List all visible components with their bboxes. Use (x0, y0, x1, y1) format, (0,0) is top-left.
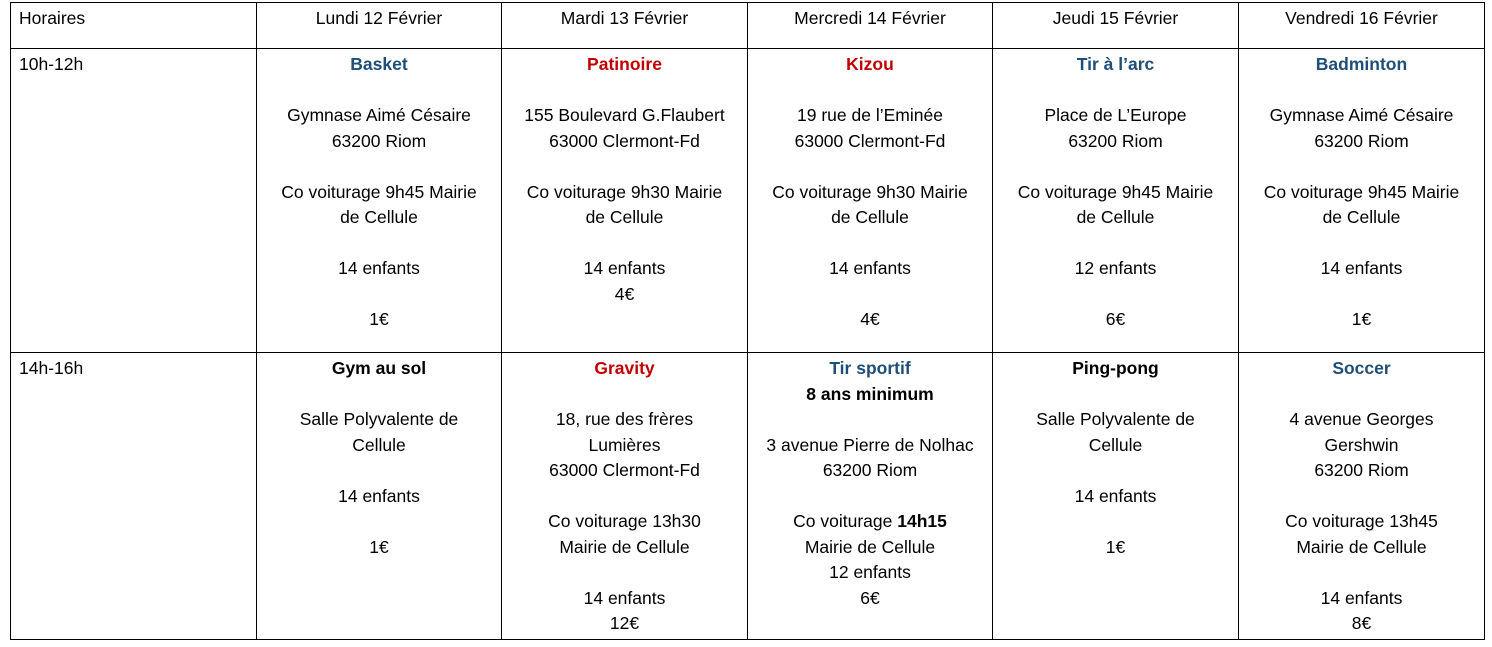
carpool-label: Co voiturage (793, 511, 898, 531)
children-count: 12 enfants (829, 562, 911, 582)
carpool-info: de Cellule (831, 207, 909, 227)
header-row (11, 3, 1485, 49)
activity-price: 1€ (1351, 309, 1372, 329)
children-count: 14 enfants (829, 258, 911, 278)
children-count: 14 enfants (338, 258, 420, 278)
activity-title: Basket (350, 54, 408, 74)
activity-cell-fri-afternoon (1239, 353, 1485, 640)
activity-price: 4€ (614, 283, 635, 304)
carpool-info: de Cellule (340, 207, 418, 227)
carpool-info: Mairie de Cellule (1296, 536, 1427, 557)
activity-address-line: Gymnase Aimé Césaire (1269, 105, 1454, 125)
activity-title: Ping-pong (1072, 358, 1159, 378)
afternoon-row (11, 353, 1485, 640)
activity-cell-thu-morning (993, 49, 1239, 353)
activity-address-line: 155 Boulevard G.Flaubert (524, 105, 725, 125)
activity-price: 4€ (860, 309, 880, 329)
activity-price: 12€ (609, 613, 640, 633)
activity-cell-mon-afternoon (257, 353, 502, 640)
activity-cell-wed-morning (748, 49, 993, 353)
activity-cell-tue-morning (502, 49, 748, 353)
activity-address-line: Cellule (352, 434, 406, 455)
activity-address-line: Lumières (588, 434, 661, 455)
schedule-table (10, 2, 1485, 640)
activity-age-requirement: 8 ans minimum (806, 383, 934, 404)
header-day-wednesday: Mercredi 14 Février (748, 3, 993, 49)
carpool-info: de Cellule (1076, 207, 1155, 227)
carpool-info: Co voiturage 9h30 Mairie (526, 181, 723, 202)
activity-title: Kizou (846, 54, 894, 74)
activity-address-line: 63000 Clermont-Fd (794, 130, 946, 151)
children-count: 14 enfants (583, 587, 666, 608)
carpool-info (756, 509, 984, 535)
activity-address-line: 19 rue de l’Eminée (797, 105, 943, 125)
activity-title: Tir sportif (829, 358, 911, 378)
morning-row (11, 49, 1485, 353)
children-count: 14 enfants (1074, 485, 1157, 506)
children-count: 14 enfants (583, 258, 666, 278)
carpool-info: Co voiturage 13h30 (548, 511, 701, 531)
carpool-info: Mairie de Cellule (559, 536, 690, 557)
header-day-tuesday: Mardi 13 Février (502, 3, 748, 49)
activity-address-line: Gershwin (1324, 434, 1399, 455)
activity-address-line: 63200 Riom (1314, 130, 1409, 151)
activity-title: Gravity (594, 358, 655, 378)
activity-address-line: 63000 Clermont-Fd (549, 130, 700, 151)
carpool-info: Co voiturage 9h45 Mairie (1263, 181, 1460, 202)
activity-price: 6€ (1105, 309, 1126, 329)
activity-address-line: 63000 Clermont-Fd (549, 460, 700, 480)
activity-address-line: Salle Polyvalente de (1036, 409, 1195, 429)
activity-address-line: 4 avenue Georges (1289, 409, 1434, 429)
activity-address-line: Gymnase Aimé Césaire (287, 105, 471, 125)
activity-address-line: Cellule (1088, 434, 1143, 455)
activity-cell-thu-afternoon (993, 353, 1239, 640)
activity-address-line: 63200 Riom (331, 130, 427, 151)
time-slot-afternoon: 14h-16h (11, 353, 257, 640)
carpool-info: de Cellule (1322, 207, 1401, 227)
activity-address-line: 63200 Riom (1314, 460, 1409, 480)
activity-price: 8€ (1351, 613, 1372, 633)
carpool-info: Co voiturage 9h45 Mairie (281, 181, 477, 202)
activity-price: 1€ (369, 536, 389, 557)
carpool-info: Co voiturage 13h45 (1285, 511, 1438, 531)
header-day-friday: Vendredi 16 Février (1239, 3, 1485, 49)
activity-address-line: 63200 Riom (822, 460, 918, 480)
activity-title: Badminton (1315, 54, 1408, 74)
time-slot-morning: 10h-12h (11, 49, 257, 353)
activity-price: 1€ (369, 309, 389, 329)
activity-address-line: Salle Polyvalente de (299, 409, 459, 429)
activity-title: Gym au sol (331, 358, 427, 378)
children-count: 14 enfants (338, 485, 420, 506)
header-day-monday: Lundi 12 Février (257, 3, 502, 49)
activity-address-line: 3 avenue Pierre de Nolhac (766, 434, 974, 455)
activity-cell-tue-afternoon (502, 353, 748, 640)
children-count: 14 enfants (1320, 258, 1403, 278)
activity-address-line: 63200 Riom (1068, 130, 1163, 151)
activity-address-line: 18, rue des frères (555, 409, 694, 429)
carpool-info: de Cellule (585, 207, 664, 227)
activity-title: Soccer (1332, 358, 1391, 378)
children-count: 14 enfants (1320, 587, 1403, 608)
activity-title: Patinoire (587, 54, 662, 74)
activity-address-line: Place de L’Europe (1044, 105, 1187, 125)
activity-cell-mon-morning (257, 49, 502, 353)
header-day-thursday: Jeudi 15 Février (993, 3, 1239, 49)
carpool-info: Mairie de Cellule (804, 536, 936, 557)
carpool-info: Co voiturage 9h30 Mairie (772, 181, 968, 202)
activity-price: 1€ (1105, 536, 1126, 557)
activity-cell-fri-morning (1239, 49, 1485, 353)
carpool-info: Co voiturage 9h45 Mairie (1017, 181, 1214, 202)
carpool-time: 14h15 (897, 511, 947, 531)
activity-title: Tir à l’arc (1076, 54, 1155, 74)
header-horaires: Horaires (11, 3, 257, 49)
activity-price: 6€ (860, 587, 880, 608)
activity-cell-wed-afternoon (748, 353, 993, 640)
children-count: 12 enfants (1074, 258, 1157, 278)
